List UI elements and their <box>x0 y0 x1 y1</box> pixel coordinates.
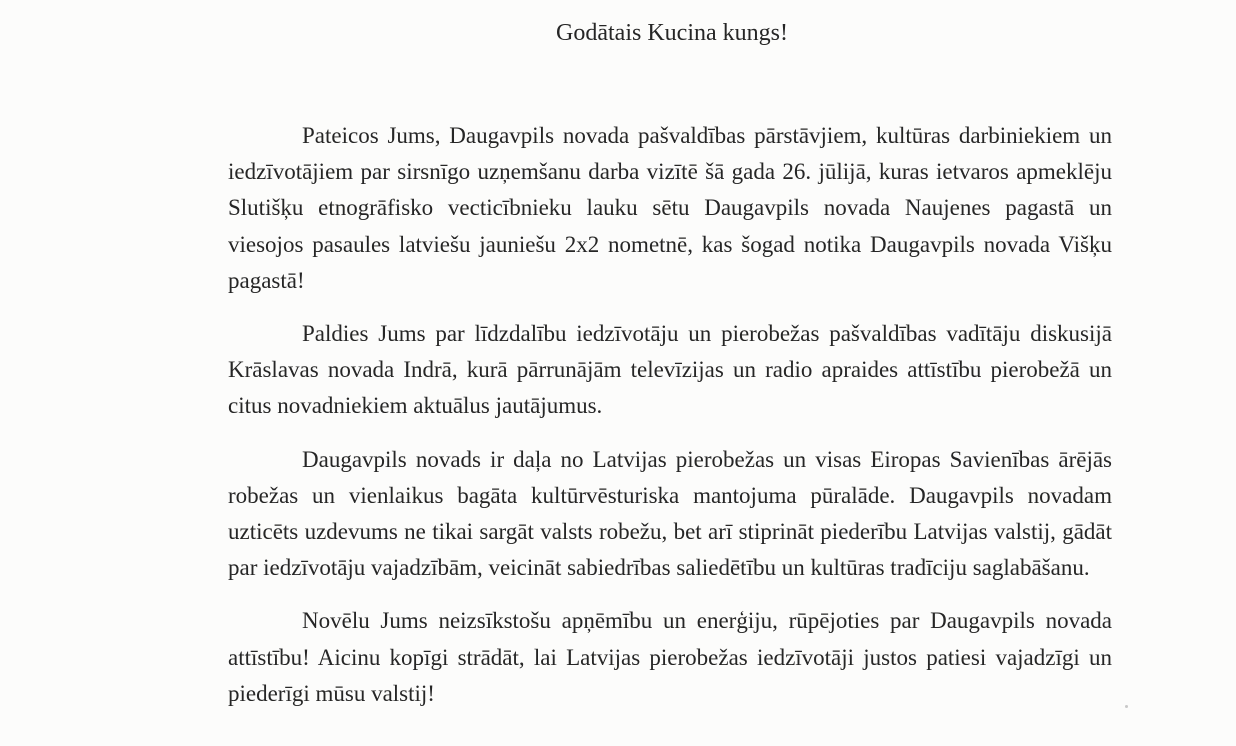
letter-body <box>228 118 1112 729</box>
scan-speck <box>1125 705 1128 708</box>
paragraph-1: Pateicos Jums, Daugavpils novada pašvaldības pārstāvjiem, kultūras darbiniekiem un iedzīvotājiem par sirsnīgo uzņemšanu darba vizītē šā gada 26. jūlijā, kuras ietvaros apmeklēju Slutišķu etnogrāfisko vecticībnieku lauku sētu Daugavpils novada Naujenes pagastā un viesojos pasaules latviešu jauniešu 2x2 nometnē, kas šogad notika Daugavpils novada Višķu pagastā! <box>228 123 1112 293</box>
salutation: Godātais Kucina kungs! <box>556 20 788 46</box>
paragraph-4: Novēlu Jums neizsīkstošu apņēmību un enerģiju, rūpējoties par Daugavpils novada attīstību! Aicinu kopīgi strādāt, lai Latvijas pierobežas iedzīvotāji justos patiesi vajadzīgi un piederīgi mūsu valstij! <box>228 608 1112 706</box>
paragraph-2: Paldies Jums par līdzdalību iedzīvotāju un pierobežas pašvaldības vadītāju diskusijā Krāslavas novada Indrā, kurā pārrunājām televīzijas un radio apraides attīstību pierobežā un citus novadniekiem aktuālus jautājumus. <box>228 321 1112 419</box>
paragraph-3: Daugavpils novads ir daļa no Latvijas pierobežas un visas Eiropas Savienības ārējās robežas un vienlaikus bagāta kultūrvēsturiska mantojuma pūralāde. Daugavpils novadam uzticēts uzdevums ne tikai sargāt valsts robežu, bet arī stiprināt piederību Latvijas valstij, gādāt par iedzīvotāju vajadzībām, veicināt sabiedrības saliedētību un kultūras tradīciju saglabāšanu. <box>228 446 1112 581</box>
